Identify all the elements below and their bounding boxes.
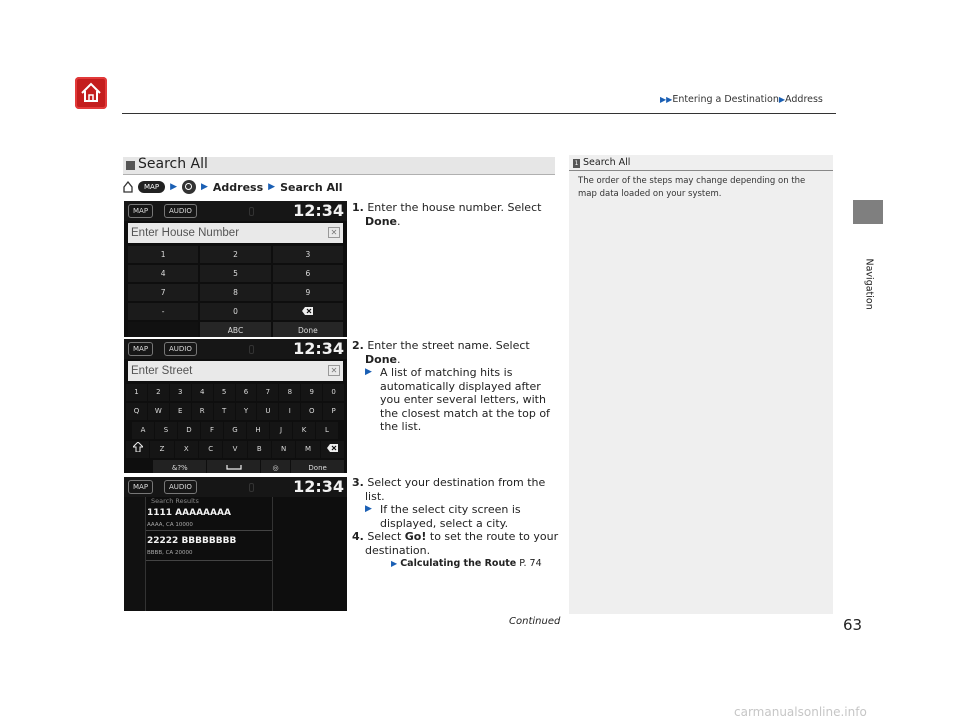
result-item[interactable] [146, 504, 272, 531]
step-3 [352, 476, 562, 557]
key-row [126, 441, 345, 458]
key[interactable]: G [224, 422, 246, 439]
key[interactable]: Y [236, 403, 257, 420]
sub-arrow-icon: ▶ [365, 367, 372, 377]
path-arrow: ▶ [268, 182, 276, 192]
result-item[interactable] [146, 531, 272, 561]
key[interactable]: 6 [273, 265, 343, 282]
step-text: Enter the street name. Select [367, 339, 530, 352]
key[interactable]: V [223, 441, 246, 458]
reference-arrow-icon: ▶ [391, 559, 398, 568]
abc-button[interactable]: ABC [200, 322, 270, 337]
phone-icon [249, 345, 254, 354]
key[interactable]: 1 [126, 384, 147, 401]
key[interactable]: D [178, 422, 200, 439]
note-box [569, 155, 833, 614]
continued-label: Continued [509, 616, 561, 627]
key[interactable]: E [170, 403, 191, 420]
sub-arrow-icon: ▶ [365, 504, 372, 514]
house-number-input[interactable] [128, 223, 343, 243]
number-keypad [128, 246, 343, 337]
path-arrow: ▶ [200, 182, 208, 192]
section-title: Search All [138, 156, 208, 172]
clear-icon[interactable]: ✕ [328, 365, 340, 376]
audio-tab[interactable]: AUDIO [164, 204, 197, 218]
clock: 12:34 [293, 477, 344, 496]
key[interactable]: 7 [128, 284, 198, 301]
key[interactable]: R [192, 403, 213, 420]
screenshot-house-number [124, 201, 347, 337]
results-header: Search Results [151, 497, 199, 505]
key[interactable]: Z [150, 441, 173, 458]
chapter-label-text: Navigation [863, 258, 875, 310]
key[interactable]: I [279, 403, 300, 420]
map-tab[interactable]: MAP [128, 480, 153, 494]
clock: 12:34 [293, 201, 344, 220]
note-tag: 1 [574, 160, 579, 167]
key[interactable]: P [323, 403, 344, 420]
key[interactable]: 9 [301, 384, 322, 401]
step-text: to set the route to your [429, 530, 559, 543]
key[interactable]: 5 [200, 265, 270, 282]
key[interactable]: 4 [192, 384, 213, 401]
key[interactable]: L [316, 422, 338, 439]
step-number: 3. [352, 476, 364, 489]
reference-title: Calculating the Route [400, 558, 517, 569]
house-glyph [79, 81, 103, 105]
house-number-placeholder: Enter House Number [131, 227, 240, 239]
search-icon [182, 180, 196, 194]
key[interactable]: 1 [128, 246, 198, 263]
result-address: AAAA, CA 10000 [147, 522, 193, 528]
key[interactable]: H [247, 422, 269, 439]
watermark: carmanualsonline.info [734, 705, 867, 719]
key[interactable]: O [301, 403, 322, 420]
clock: 12:34 [293, 339, 344, 358]
backspace-icon[interactable] [273, 303, 343, 320]
step-number: 4. [352, 530, 364, 543]
key[interactable]: 2 [148, 384, 169, 401]
key[interactable]: 4 [128, 265, 198, 282]
reference-page: P. 74 [519, 558, 542, 569]
home-icon[interactable] [75, 77, 107, 109]
key[interactable]: 8 [200, 284, 270, 301]
screenshot-search-results [124, 477, 347, 611]
map-tab[interactable]: MAP [128, 204, 153, 218]
note-header [569, 155, 833, 171]
step-bold: Done [365, 352, 397, 366]
step-bold: Done [365, 214, 397, 228]
key[interactable]: 0 [323, 384, 344, 401]
phone-icon [249, 483, 254, 492]
status-bar [124, 339, 347, 359]
key[interactable]: F [201, 422, 223, 439]
key[interactable]: 8 [279, 384, 300, 401]
step-text: destination. [365, 543, 431, 557]
step-text: list. [365, 489, 385, 503]
street-placeholder: Enter Street [131, 365, 193, 377]
key[interactable]: 5 [214, 384, 235, 401]
key[interactable]: - [128, 303, 198, 320]
symbols-button[interactable]: &?% [153, 460, 206, 473]
sub-text: displayed, select a city. [380, 516, 509, 530]
sub-text: the list. [380, 420, 422, 433]
status-bar [124, 201, 347, 221]
clear-icon[interactable]: ✕ [328, 227, 340, 238]
key[interactable]: J [270, 422, 292, 439]
go-label: Go! [404, 530, 427, 543]
sub-text: automatically displayed after [380, 379, 541, 393]
status-bar [124, 477, 347, 497]
section-heading [123, 157, 555, 175]
key[interactable]: U [257, 403, 278, 420]
menu-path [123, 179, 343, 195]
key[interactable]: C [199, 441, 222, 458]
results-side-panel [124, 497, 146, 611]
breadcrumb-parent[interactable]: Entering a Destination [672, 94, 779, 105]
key-row [126, 422, 345, 439]
page-number: 63 [843, 616, 863, 634]
sub-text: A list of matching hits is [380, 366, 513, 379]
sub-text: the closest match at the top of [380, 406, 550, 420]
breadcrumb-current: Address [785, 94, 823, 105]
audio-tab[interactable]: AUDIO [164, 342, 197, 356]
result-name: 22222 BBBBBBBB [147, 536, 237, 546]
note-body: The order of the steps may change depending on the map data loaded on your system. [578, 176, 806, 199]
done-button[interactable]: Done [291, 460, 344, 473]
key[interactable]: 0 [200, 303, 270, 320]
key[interactable]: 3 [170, 384, 191, 401]
key[interactable]: T [214, 403, 235, 420]
note-title: Search All [583, 157, 631, 168]
key[interactable]: Q [126, 403, 147, 420]
shift-icon[interactable] [126, 441, 149, 458]
step-number: 2. [352, 339, 364, 352]
key-spacer [126, 460, 152, 473]
breadcrumb-arrow: ▶▶ [660, 95, 673, 104]
chapter-label [854, 258, 882, 338]
step-number: 1. [352, 201, 364, 214]
result-name: 1111 AAAAAAAA [147, 508, 231, 518]
step-2: 2. Enter the street name. Select Done. ▶ A list of matching hits is automatically displayed after you enter several letters, with the closest match at the top of the list. [352, 339, 562, 434]
voice-icon[interactable]: ◎ [261, 460, 290, 473]
chapter-tab [853, 200, 883, 224]
breadcrumb [660, 94, 823, 105]
key[interactable]: 3 [273, 246, 343, 263]
breadcrumb-sep: ▶ [778, 95, 786, 104]
key[interactable]: 9 [273, 284, 343, 301]
map-tab[interactable]: MAP [128, 342, 153, 356]
audio-tab[interactable]: AUDIO [164, 480, 197, 494]
phone-icon [249, 207, 254, 216]
step-1: 1. Enter the house number. Select Done. [352, 201, 542, 228]
space-icon[interactable] [207, 460, 260, 473]
key[interactable]: B [248, 441, 271, 458]
cross-reference[interactable] [391, 558, 542, 569]
step-text: Select [367, 530, 402, 543]
key[interactable]: K [293, 422, 315, 439]
sub-text: you enter several letters, with [380, 393, 546, 406]
key[interactable]: N [272, 441, 295, 458]
alpha-keyboard [126, 384, 345, 473]
key[interactable]: 7 [257, 384, 278, 401]
path-search-all: Search All [280, 180, 343, 194]
key-row [126, 460, 345, 473]
done-button[interactable]: Done [273, 322, 343, 337]
key[interactable]: 2 [200, 246, 270, 263]
step-text: Enter the house number. Select [367, 201, 542, 214]
sub-text: If the select city screen is [380, 503, 521, 516]
header-rule [122, 113, 836, 114]
step-text: Select your destination from the [367, 476, 546, 489]
key[interactable]: M [296, 441, 319, 458]
key[interactable]: 6 [236, 384, 257, 401]
street-input[interactable] [128, 361, 343, 381]
section-bullet-icon [126, 161, 135, 170]
backspace-icon[interactable] [321, 441, 344, 458]
key-row [126, 403, 345, 420]
key[interactable]: A [132, 422, 154, 439]
key[interactable]: X [175, 441, 198, 458]
results-divider [272, 497, 273, 611]
path-address: Address [212, 180, 264, 194]
key-blank [128, 322, 198, 337]
result-address: BBBB, CA 20000 [147, 550, 193, 556]
home-button-icon [123, 181, 133, 193]
key-row [126, 384, 345, 401]
key[interactable]: W [148, 403, 169, 420]
key[interactable]: S [155, 422, 177, 439]
path-arrow: ▶ [170, 182, 177, 192]
map-button: MAP [138, 181, 165, 193]
screenshot-street [124, 339, 347, 473]
